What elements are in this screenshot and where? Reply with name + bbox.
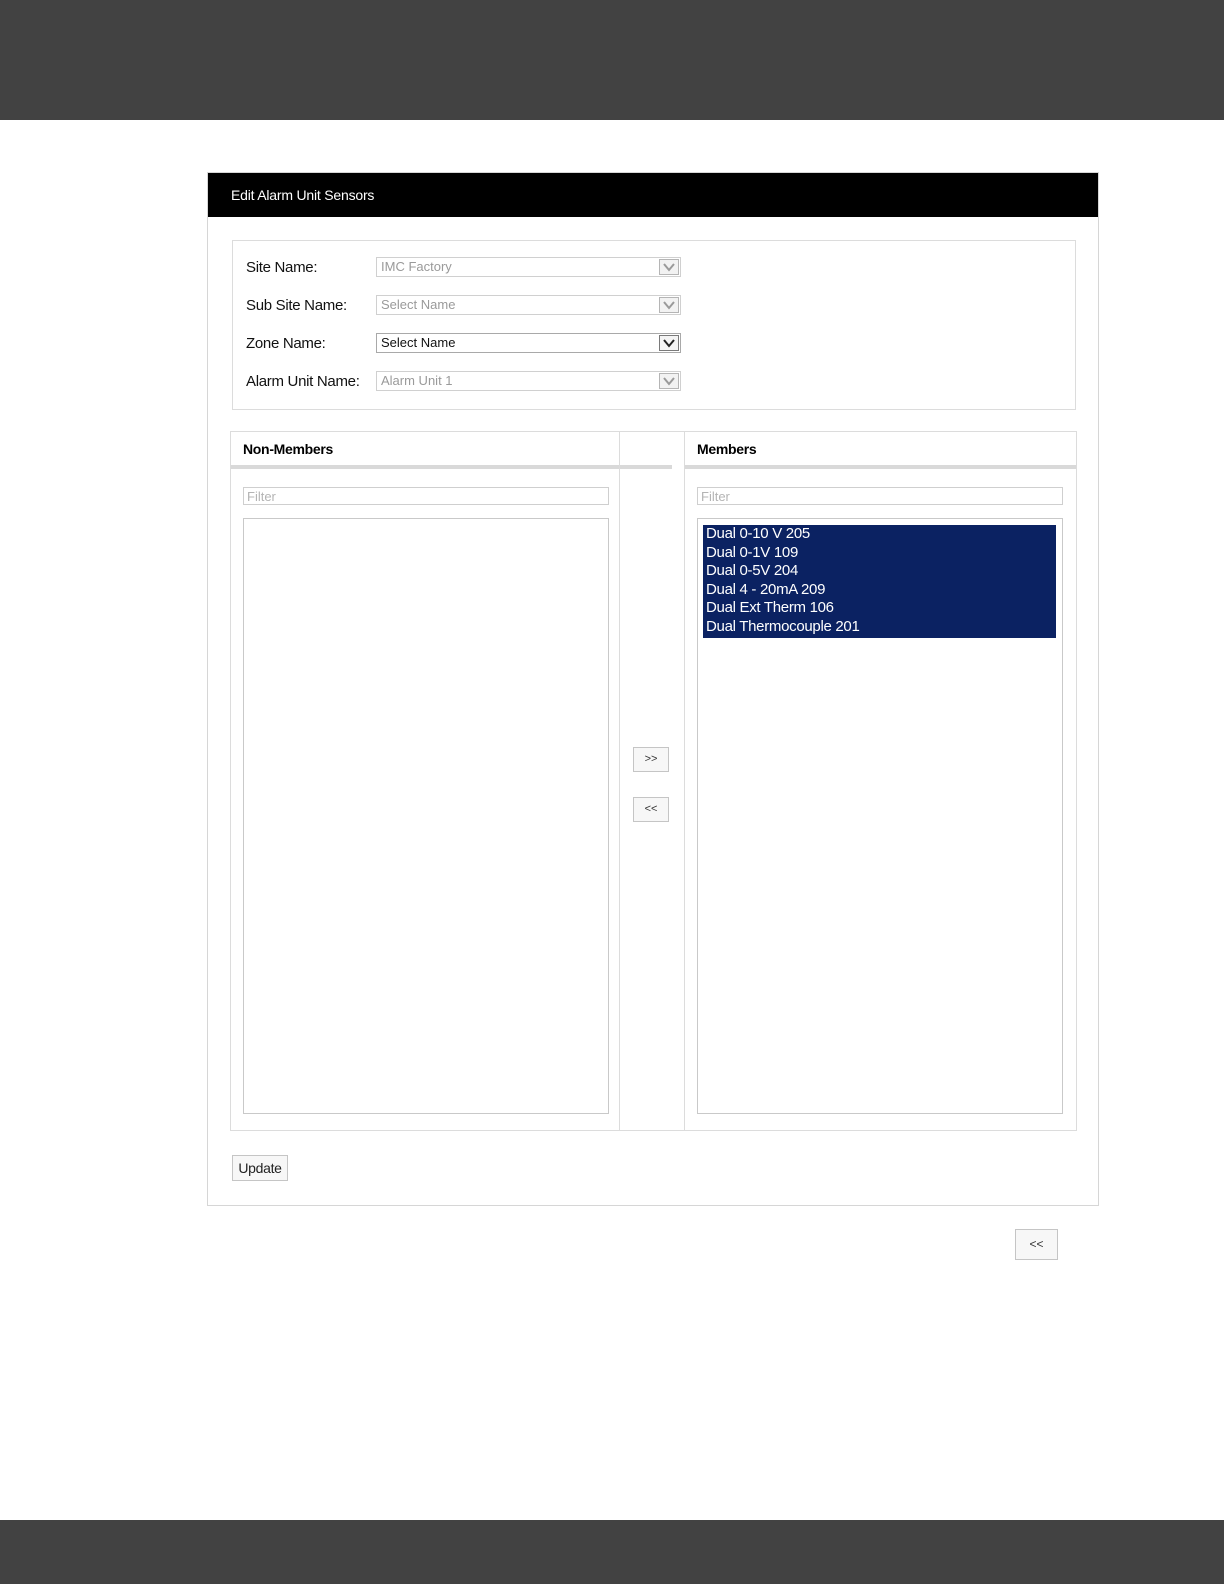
buttons-column-header [620, 432, 672, 469]
edit-alarm-unit-sensors-panel [207, 172, 1099, 1206]
zone-name-select[interactable] [376, 333, 681, 353]
membership-editor [230, 431, 1077, 1131]
chevron-down-icon[interactable] [659, 373, 679, 389]
bottom-bar [0, 1520, 1224, 1584]
chevron-down-icon[interactable] [659, 297, 679, 313]
sub-site-name-label: Sub Site Name: [246, 297, 347, 314]
back-button[interactable]: << [1015, 1229, 1058, 1260]
zone-name-label: Zone Name: [246, 335, 326, 352]
non-members-filter-input[interactable] [243, 487, 609, 505]
members-header: Members [685, 432, 1076, 469]
site-name-value: IMC Factory [381, 259, 452, 274]
sub-site-name-select[interactable] [376, 295, 681, 315]
list-item[interactable]: Dual 4 - 20mA 209 [706, 580, 826, 598]
column-divider [619, 432, 620, 1130]
zone-name-row [246, 333, 1066, 355]
chevron-down-icon[interactable] [659, 259, 679, 275]
list-item[interactable]: Dual Ext Therm 106 [706, 599, 834, 617]
alarm-unit-name-value: Alarm Unit 1 [381, 373, 453, 388]
members-selected-items [703, 525, 1056, 638]
members-filter-input[interactable] [697, 487, 1063, 505]
list-item[interactable]: Dual 0-5V 204 [706, 562, 798, 580]
site-name-select[interactable] [376, 257, 681, 277]
members-list[interactable] [697, 518, 1063, 1114]
top-bar [0, 0, 1224, 120]
non-members-header: Non-Members [231, 432, 619, 469]
update-button[interactable]: Update [232, 1155, 288, 1181]
sub-site-name-value: Select Name [381, 297, 456, 312]
list-item[interactable]: Dual 0-10 V 205 [706, 525, 810, 542]
chevron-down-icon[interactable] [659, 335, 679, 351]
column-divider [684, 432, 685, 1130]
selection-form [232, 240, 1076, 410]
alarm-unit-name-select[interactable] [376, 371, 681, 391]
site-name-row [246, 257, 1066, 279]
list-item[interactable]: Dual 0-1V 109 [706, 543, 798, 561]
non-members-list[interactable] [243, 518, 609, 1114]
add-to-members-button[interactable]: >> [633, 747, 669, 772]
alarm-unit-name-row [246, 371, 1066, 393]
panel-title: Edit Alarm Unit Sensors [208, 173, 1098, 217]
site-name-label: Site Name: [246, 259, 318, 276]
remove-from-members-button[interactable]: << [633, 797, 669, 822]
list-item[interactable]: Dual Thermocouple 201 [706, 617, 860, 635]
alarm-unit-name-label: Alarm Unit Name: [246, 373, 360, 390]
sub-site-name-row [246, 295, 1066, 317]
zone-name-value: Select Name [381, 335, 456, 350]
